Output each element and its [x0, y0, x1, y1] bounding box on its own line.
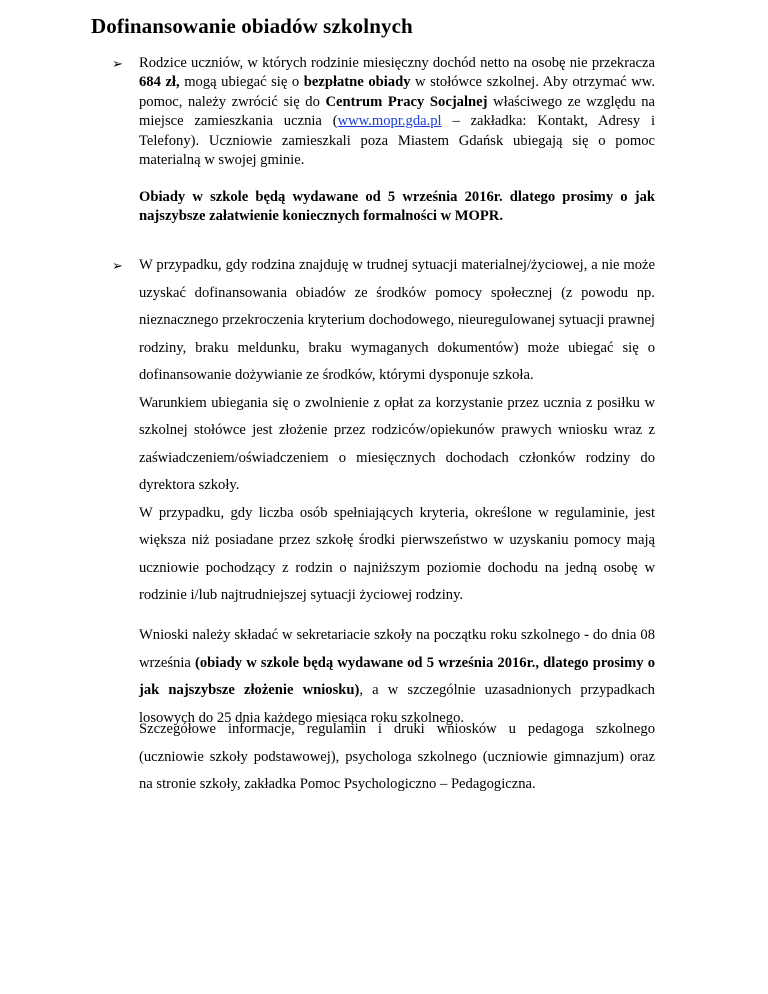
income-threshold: 684 zł, [139, 74, 180, 91]
bullet-arrow-icon: ➢ [112, 56, 123, 71]
section-income-criteria: Rodzice uczniów, w których rodzinie miesięczny dochód netto na osobę nie przekracza 684 zł, mogą ubiegać się o bezpłatne obiady w stołówce szkolnej. Aby otrzymać ww. pomoc, należy zwrócić się do Centrum Pracy Socjalnej właściwego ze względu na miejsce zamieszkania ucznia (www.mopr.gda.pl – zakładka: Kontakt, Adresy i Telefony). Uczniowie zamieszkali poza Miastem Gdańsk ubiegają się o pomoc materialną w swojej gminie. [139, 55, 656, 169]
deadline-notice: (obiady w szkole będą wydawane od 5 września 2016r., dlatego prosimy o jak najszybsze złożenie wniosku) [139, 654, 655, 698]
paragraph-conditions: Warunkiem ubiegania się o zwolnienie z opłat za korzystanie przez ucznia z posiłku w szkolnej stołówce jest złożenie przez rodziców/opiekunów prawych wniosku wraz z zaświadczeniem/oświadczeniem o miesięcznych dochodach członków rodziny do dyrektora szkoły. [139, 394, 655, 493]
section-school-funding [139, 252, 655, 610]
page-title: Dofinansowanie obiadów szkolnych [91, 14, 413, 38]
free-meals-text: bezpłatne obiady [303, 74, 411, 91]
paragraph-difficult-situation: W przypadku, gdy rodzina znajduję w trudnej sytuacji materialnej/życiowej, a nie może uzyskać dofinansowania obiadów ze środków pomocy społecznej (z powodu np. nieznacznego przekroczenia kryterium dochodowego, nieuregulowanej sytuacji prawnej rodziny, braku meldunku, braku wymaganych dokumentów) może ubiegać się o dofinansowanie dożywianie ze środków, którymi dysponuje szkoła. [139, 257, 655, 383]
paragraph-priority: W przypadku, gdy liczba osób spełniających kryteria, określone w regulaminie, jest większa niż posiadane przez szkołę środki pierwszeństwo w uzyskaniu pomocy mają uczniowie pochodzący z rodzin o najniższym poziomie dochodu na jedną osobę w rodzinie i/lub najtrudniejszej sytuacji życiowej rodziny. [139, 504, 655, 603]
mopr-link[interactable]: www.mopr.gda.pl [337, 113, 442, 130]
bullet-arrow-icon: ➢ [112, 258, 123, 273]
section-application-deadline: Wnioski należy składać w sekretariacie szkoły na początku roku szkolnego - do dnia 08 września (obiady w szkole będą wydawane od 5 września 2016r., dlatego prosimy o jak najszybsze złożenie wniosku), a w szczególnie uzasadnionych przypadkach losowych do 25 dnia każdego miesiąca roku szkolnego. [139, 627, 655, 726]
section-details-info: Szczegółowe informacje, regulamin i druki wniosków u pedagoga szkolnego (uczniowie szkoły podstawowej), psychologa szkolnego (uczniowie gimnazjum) oraz na stronie szkoły, zakładka Pomoc Psychologiczno – Pedagogiczna. [139, 721, 655, 792]
center-name: Centrum Pracy Socjalnej [325, 93, 488, 110]
notice-meals-start: Obiady w szkole będą wydawane od 5 września 2016r. dlatego prosimy o jak najszybsze załatwienie koniecznych formalności w MOPR. [139, 189, 655, 225]
